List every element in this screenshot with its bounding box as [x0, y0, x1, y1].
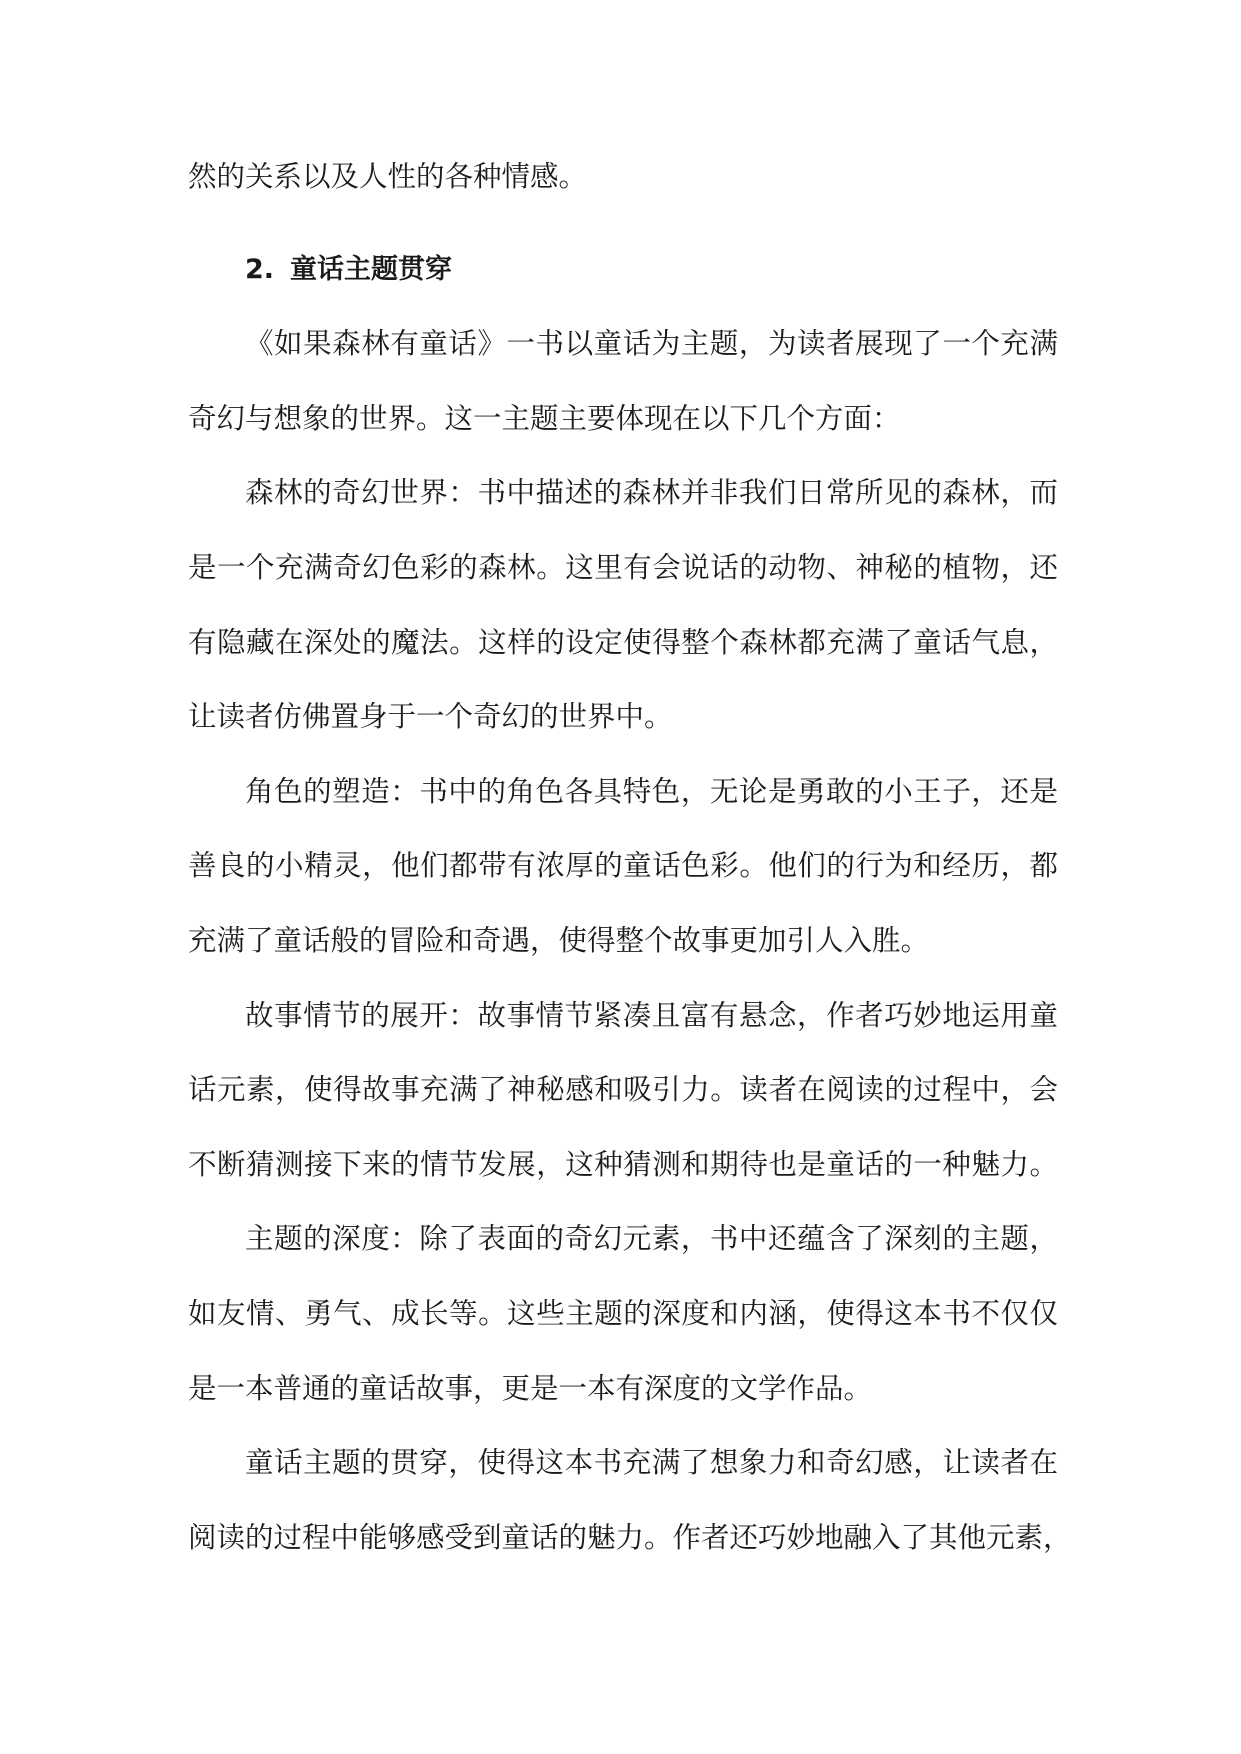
- paragraph-line: 森林的奇幻世界：书中描述的森林并非我们日常所见的森林，而: [245, 476, 1058, 510]
- paragraph-line: 然的关系以及人性的各种情感。: [188, 160, 588, 193]
- paragraph-line: 奇幻与想象的世界。这一主题主要体现在以下几个方面：: [188, 401, 901, 435]
- paragraph-line: 话元素，使得故事充满了神秘感和吸引力。读者在阅读的过程中，会: [188, 1073, 1058, 1107]
- paragraph-line: 不断猜测接下来的情节发展，这种猜测和期待也是童话的一种魅力。: [188, 1147, 1058, 1181]
- paragraph-line: 善良的小精灵，他们都带有浓厚的童话色彩。他们的行为和经历，都: [188, 849, 1058, 883]
- paragraph-line: 童话主题的贯穿，使得这本书充满了想象力和奇幻感，让读者在: [245, 1446, 1058, 1480]
- paragraph-line: 《如果森林有童话》一书以童话为主题，为读者展现了一个充满: [245, 327, 1058, 361]
- paragraph-line: 是一本普通的童话故事，更是一本有深度的文学作品。: [188, 1371, 873, 1405]
- paragraph-line: 如友情、勇气、成长等。这些主题的深度和内涵，使得这本书不仅仅: [188, 1296, 1058, 1330]
- paragraph-line: 让读者仿佛置身于一个奇幻的世界中。: [188, 700, 673, 734]
- section-heading: [188, 233, 1058, 308]
- paragraph-line: 是一个充满奇幻色彩的森林。这里有会说话的动物、神秘的植物，还: [188, 550, 1058, 584]
- section-number: 2.: [245, 253, 275, 285]
- paragraph-line: 主题的深度：除了表面的奇幻元素，书中还蕴含了深刻的主题，: [245, 1222, 1058, 1256]
- body-text: [188, 140, 1072, 1575]
- section-title: 童话主题贯穿: [290, 253, 453, 285]
- paragraph-line: 角色的塑造：书中的角色各具特色，无论是勇敢的小王子，还是: [245, 774, 1058, 808]
- paragraph-line: 故事情节的展开：故事情节紧凑且富有悬念，作者巧妙地运用童: [245, 998, 1058, 1032]
- paragraph-gap: [188, 215, 1058, 233]
- paragraph-line: 有隐藏在深处的魔法。这样的设定使得整个森林都充满了童话气息，: [188, 625, 1058, 659]
- paragraph-line: 阅读的过程中能够感受到童话的魅力。作者还巧妙地融入了其他元素，: [188, 1520, 1072, 1554]
- paragraph-line: 充满了童话般的冒险和奇遇，使得整个故事更加引人入胜。: [188, 923, 930, 957]
